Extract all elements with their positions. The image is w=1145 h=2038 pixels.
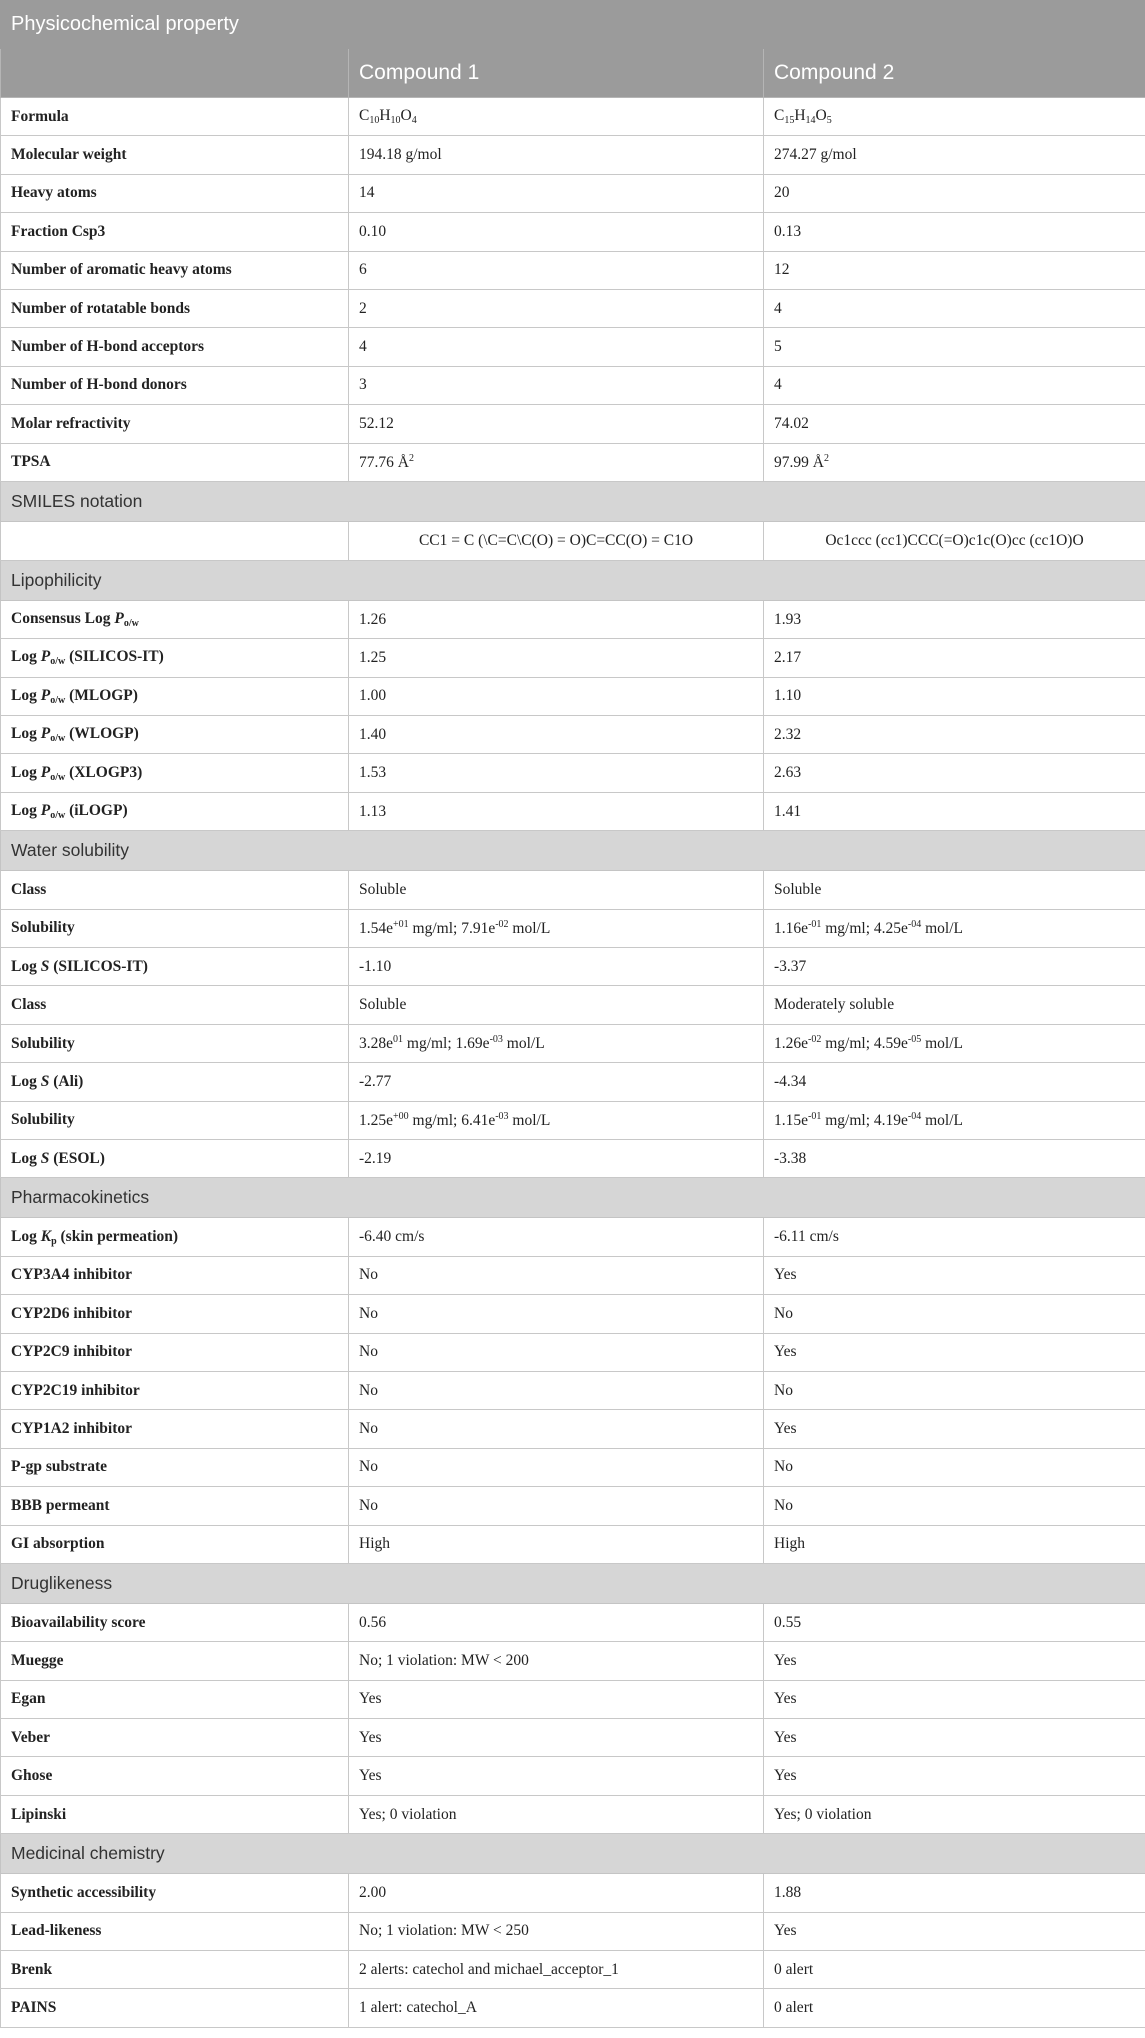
table-row (1, 1218, 1145, 1256)
label-cell: Molar refractivity (1, 405, 349, 443)
compound-1-cell: 52.12 (349, 405, 764, 443)
section-header: Druglikeness (1, 1563, 1145, 1603)
label-cell: Lead-likeness (1, 1912, 349, 1950)
compound-1-cell: Yes (349, 1757, 764, 1795)
table-row (1, 986, 1145, 1024)
label-cell: Number of rotatable bonds (1, 289, 349, 327)
table-row (1, 1487, 1145, 1525)
table-row (1, 754, 1145, 792)
compound-1-cell: No; 1 violation: MW < 250 (349, 1912, 764, 1950)
compound-1-cell: -6.40 cm/s (349, 1218, 764, 1256)
label-cell: Log $P_{o/w}$ (iLOGP) (1, 792, 349, 830)
compound-2-cell: -3.37 (764, 948, 1145, 986)
table-row (1, 1333, 1145, 1371)
table-row (1, 600, 1145, 638)
label-cell: Log $P_{o/w}$ (XLOGP3) (1, 754, 349, 792)
label-cell: Egan (1, 1680, 349, 1718)
compound-1-cell: 77.76 $Å^2$ (349, 443, 764, 481)
compound-2-cell: 0.13 (764, 213, 1145, 251)
compound-1-cell: $1.25e^{+00}$ mg/ml; $6.41e^{-03}$ mol/L (349, 1101, 764, 1139)
compound-1-cell: No (349, 1371, 764, 1409)
compound-1-cell: No (349, 1256, 764, 1294)
compound-2-cell: Oc1ccc (cc1)CCC(=O)c1c(O)cc (cc1O)O (764, 521, 1145, 560)
compound-2-cell: 0 alert (764, 1989, 1145, 2027)
compound-1-cell: 1.13 (349, 792, 764, 830)
label-cell: Muegge (1, 1642, 349, 1680)
compound-2-cell: No (764, 1371, 1145, 1409)
compound-1-cell: Yes (349, 1719, 764, 1757)
compound-1-cell: CC1 = C (\C=C\C(O) = O)C=CC(O) = C1O (349, 521, 764, 560)
label-cell: Heavy atoms (1, 174, 349, 212)
label-cell: Synthetic accessibility (1, 1874, 349, 1912)
label-cell: Ghose (1, 1757, 349, 1795)
table-row (1, 443, 1145, 481)
label-cell: Brenk (1, 1951, 349, 1989)
compound-2-cell: 4 (764, 289, 1145, 327)
compound-2-cell: Yes; 0 violation (764, 1795, 1145, 1833)
section-header: Pharmacokinetics (1, 1178, 1145, 1218)
label-cell: Solubility (1, 1101, 349, 1139)
compound-1-cell: $1.54e^{+01}$ mg/ml; $7.91e^{-02}$ mol/L (349, 909, 764, 947)
compound-2-cell: Yes (764, 1642, 1145, 1680)
compound-2-cell: -4.34 (764, 1063, 1145, 1101)
table-row (1, 716, 1145, 754)
compound-1-cell: $3.28e^{01}$ mg/ml; $1.69e^{-03}$ mol/L (349, 1024, 764, 1062)
column-header-blank (1, 49, 349, 98)
compound-1-cell: 2 alerts: catechol and michael_acceptor_1 (349, 1951, 764, 1989)
compound-1-cell: Soluble (349, 871, 764, 909)
table-row (1, 251, 1145, 289)
compound-2-cell: Yes (764, 1719, 1145, 1757)
table-row (1, 1101, 1145, 1139)
compound-2-cell: 4 (764, 366, 1145, 404)
label-cell: Bioavailability score (1, 1603, 349, 1641)
label-cell (1, 521, 349, 560)
compound-2-cell: 1.88 (764, 1874, 1145, 1912)
compound-1-cell: 0.10 (349, 213, 764, 251)
table-row (1, 1951, 1145, 1989)
compound-2-cell: 0 alert (764, 1951, 1145, 1989)
section-header: Water solubility (1, 831, 1145, 871)
label-cell: Log $P_{o/w}$ (SILICOS-IT) (1, 639, 349, 677)
compound-2-cell: Yes (764, 1410, 1145, 1448)
compound-1-cell: 1.53 (349, 754, 764, 792)
table-row (1, 1371, 1145, 1409)
table-row (1, 174, 1145, 212)
compound-1-cell: No (349, 1487, 764, 1525)
compound-2-cell: Moderately soluble (764, 986, 1145, 1024)
table-row (1, 1024, 1145, 1062)
table-row (1, 1448, 1145, 1486)
table-row (1, 1603, 1145, 1641)
compound-2-cell: 74.02 (764, 405, 1145, 443)
table-row (1, 1410, 1145, 1448)
table-row (1, 289, 1145, 327)
label-cell: Consensus Log $P_{o/w}$ (1, 600, 349, 638)
label-cell: Log $P_{o/w}$ (WLOGP) (1, 716, 349, 754)
section-header-row (1, 1834, 1145, 1874)
compound-1-cell: No (349, 1410, 764, 1448)
compound-2-cell: $1.15e^{-01}$ mg/ml; $4.19e^{-04}$ mol/L (764, 1101, 1145, 1139)
compound-1-cell: No (349, 1448, 764, 1486)
table-body (1, 1, 1145, 2028)
compound-1-cell: No (349, 1295, 764, 1333)
label-cell: Solubility (1, 909, 349, 947)
label-cell: Class (1, 871, 349, 909)
table-row (1, 213, 1145, 251)
compound-1-cell: $C_{10}H_{10}O_4$ (349, 98, 764, 136)
table-row (1, 1680, 1145, 1718)
table-row (1, 677, 1145, 715)
table-row (1, 1989, 1145, 2027)
compound-2-cell: 1.93 (764, 600, 1145, 638)
label-cell: CYP2C19 inhibitor (1, 1371, 349, 1409)
label-cell: Log $P_{o/w}$ (MLOGP) (1, 677, 349, 715)
compound-1-cell: Yes; 0 violation (349, 1795, 764, 1833)
compound-2-cell: Yes (764, 1757, 1145, 1795)
table-row (1, 871, 1145, 909)
compound-2-cell: 1.41 (764, 792, 1145, 830)
label-cell: Solubility (1, 1024, 349, 1062)
compound-2-cell: $C_{15}H_{14}O_5$ (764, 98, 1145, 136)
table-row (1, 1874, 1145, 1912)
label-cell: BBB permeant (1, 1487, 349, 1525)
table-row (1, 1795, 1145, 1833)
compound-2-cell: Yes (764, 1680, 1145, 1718)
table-row (1, 792, 1145, 830)
compound-1-cell: 1.26 (349, 600, 764, 638)
compound-2-cell: No (764, 1295, 1145, 1333)
label-cell: Lipinski (1, 1795, 349, 1833)
table-row (1, 405, 1145, 443)
compound-2-cell: $1.26e^{-02}$ mg/ml; $4.59e^{-05}$ mol/L (764, 1024, 1145, 1062)
section-header-row (1, 1178, 1145, 1218)
label-cell: Number of H-bond donors (1, 366, 349, 404)
table-row (1, 1525, 1145, 1563)
compound-1-cell: 1.40 (349, 716, 764, 754)
label-cell: TPSA (1, 443, 349, 481)
compound-1-cell: 2 (349, 289, 764, 327)
compound-2-cell: Soluble (764, 871, 1145, 909)
table-row (1, 1757, 1145, 1795)
compound-2-cell: -6.11 cm/s (764, 1218, 1145, 1256)
table-row (1, 1719, 1145, 1757)
compound-2-cell: No (764, 1487, 1145, 1525)
table-row (1, 1256, 1145, 1294)
column-header-row (1, 49, 1145, 98)
compound-2-cell: $1.16e^{-01}$ mg/ml; $4.25e^{-04}$ mol/L (764, 909, 1145, 947)
compound-1-cell: 2.00 (349, 1874, 764, 1912)
section-header: SMILES notation (1, 481, 1145, 521)
table-row (1, 1063, 1145, 1101)
table-row (1, 98, 1145, 136)
compound-1-cell: 3 (349, 366, 764, 404)
table-row (1, 1139, 1145, 1177)
compound-1-cell: 0.56 (349, 1603, 764, 1641)
label-cell: PAINS (1, 1989, 349, 2027)
column-header-compound-2: Compound 2 (764, 49, 1145, 98)
compound-2-cell: Yes (764, 1912, 1145, 1950)
label-cell: Log S (ESOL) (1, 1139, 349, 1177)
section-header-row (1, 560, 1145, 600)
compound-1-cell: 14 (349, 174, 764, 212)
table-row (1, 328, 1145, 366)
compound-2-cell: 2.17 (764, 639, 1145, 677)
compound-1-cell: -2.19 (349, 1139, 764, 1177)
compound-1-cell: Soluble (349, 986, 764, 1024)
compound-2-cell: 2.63 (764, 754, 1145, 792)
compound-2-cell: 20 (764, 174, 1145, 212)
table-row (1, 136, 1145, 174)
table-row (1, 1642, 1145, 1680)
compound-1-cell: No (349, 1333, 764, 1371)
table-title-row (1, 1, 1145, 49)
compound-1-cell: 4 (349, 328, 764, 366)
column-header-compound-1: Compound 1 (349, 49, 764, 98)
section-header: Medicinal chemistry (1, 1834, 1145, 1874)
compound-1-cell: -2.77 (349, 1063, 764, 1101)
compound-2-cell: -3.38 (764, 1139, 1145, 1177)
compound-2-cell: 97.99 $Å^2$ (764, 443, 1145, 481)
label-cell: Formula (1, 98, 349, 136)
label-cell: Log $K_p$ (skin permeation) (1, 1218, 349, 1256)
label-cell: Number of H-bond acceptors (1, 328, 349, 366)
label-cell: CYP2D6 inhibitor (1, 1295, 349, 1333)
compound-1-cell: 1.00 (349, 677, 764, 715)
section-header-row (1, 1563, 1145, 1603)
label-cell: Log S (Ali) (1, 1063, 349, 1101)
compound-2-cell: Yes (764, 1333, 1145, 1371)
label-cell: CYP2C9 inhibitor (1, 1333, 349, 1371)
label-cell: Veber (1, 1719, 349, 1757)
label-cell: Molecular weight (1, 136, 349, 174)
label-cell: Class (1, 986, 349, 1024)
table-title: Physicochemical property (1, 1, 1145, 49)
compound-1-cell: 6 (349, 251, 764, 289)
compound-2-cell: 1.10 (764, 677, 1145, 715)
compound-1-cell: -1.10 (349, 948, 764, 986)
section-header: Lipophilicity (1, 560, 1145, 600)
compound-2-cell: 12 (764, 251, 1145, 289)
compound-2-cell: 5 (764, 328, 1145, 366)
compound-1-cell: No; 1 violation: MW < 200 (349, 1642, 764, 1680)
compound-1-cell: 1.25 (349, 639, 764, 677)
compound-1-cell: High (349, 1525, 764, 1563)
table-row (1, 521, 1145, 560)
compound-1-cell: 1 alert: catechol_A (349, 1989, 764, 2027)
compound-2-cell: 0.55 (764, 1603, 1145, 1641)
compound-2-cell: Yes (764, 1256, 1145, 1294)
table-row (1, 948, 1145, 986)
label-cell: Number of aromatic heavy atoms (1, 251, 349, 289)
compound-1-cell: Yes (349, 1680, 764, 1718)
table-row (1, 639, 1145, 677)
label-cell: Log S (SILICOS-IT) (1, 948, 349, 986)
compound-2-cell: 2.32 (764, 716, 1145, 754)
label-cell: CYP1A2 inhibitor (1, 1410, 349, 1448)
table-row (1, 366, 1145, 404)
label-cell: Fraction Csp3 (1, 213, 349, 251)
label-cell: P-gp substrate (1, 1448, 349, 1486)
compound-2-cell: High (764, 1525, 1145, 1563)
section-header-row (1, 831, 1145, 871)
table-row (1, 909, 1145, 947)
table-row (1, 1295, 1145, 1333)
compound-1-cell: 194.18 g/mol (349, 136, 764, 174)
section-header-row (1, 481, 1145, 521)
compound-2-cell: 274.27 g/mol (764, 136, 1145, 174)
table-row (1, 1912, 1145, 1950)
label-cell: GI absorption (1, 1525, 349, 1563)
compound-2-cell: No (764, 1448, 1145, 1486)
label-cell: CYP3A4 inhibitor (1, 1256, 349, 1294)
